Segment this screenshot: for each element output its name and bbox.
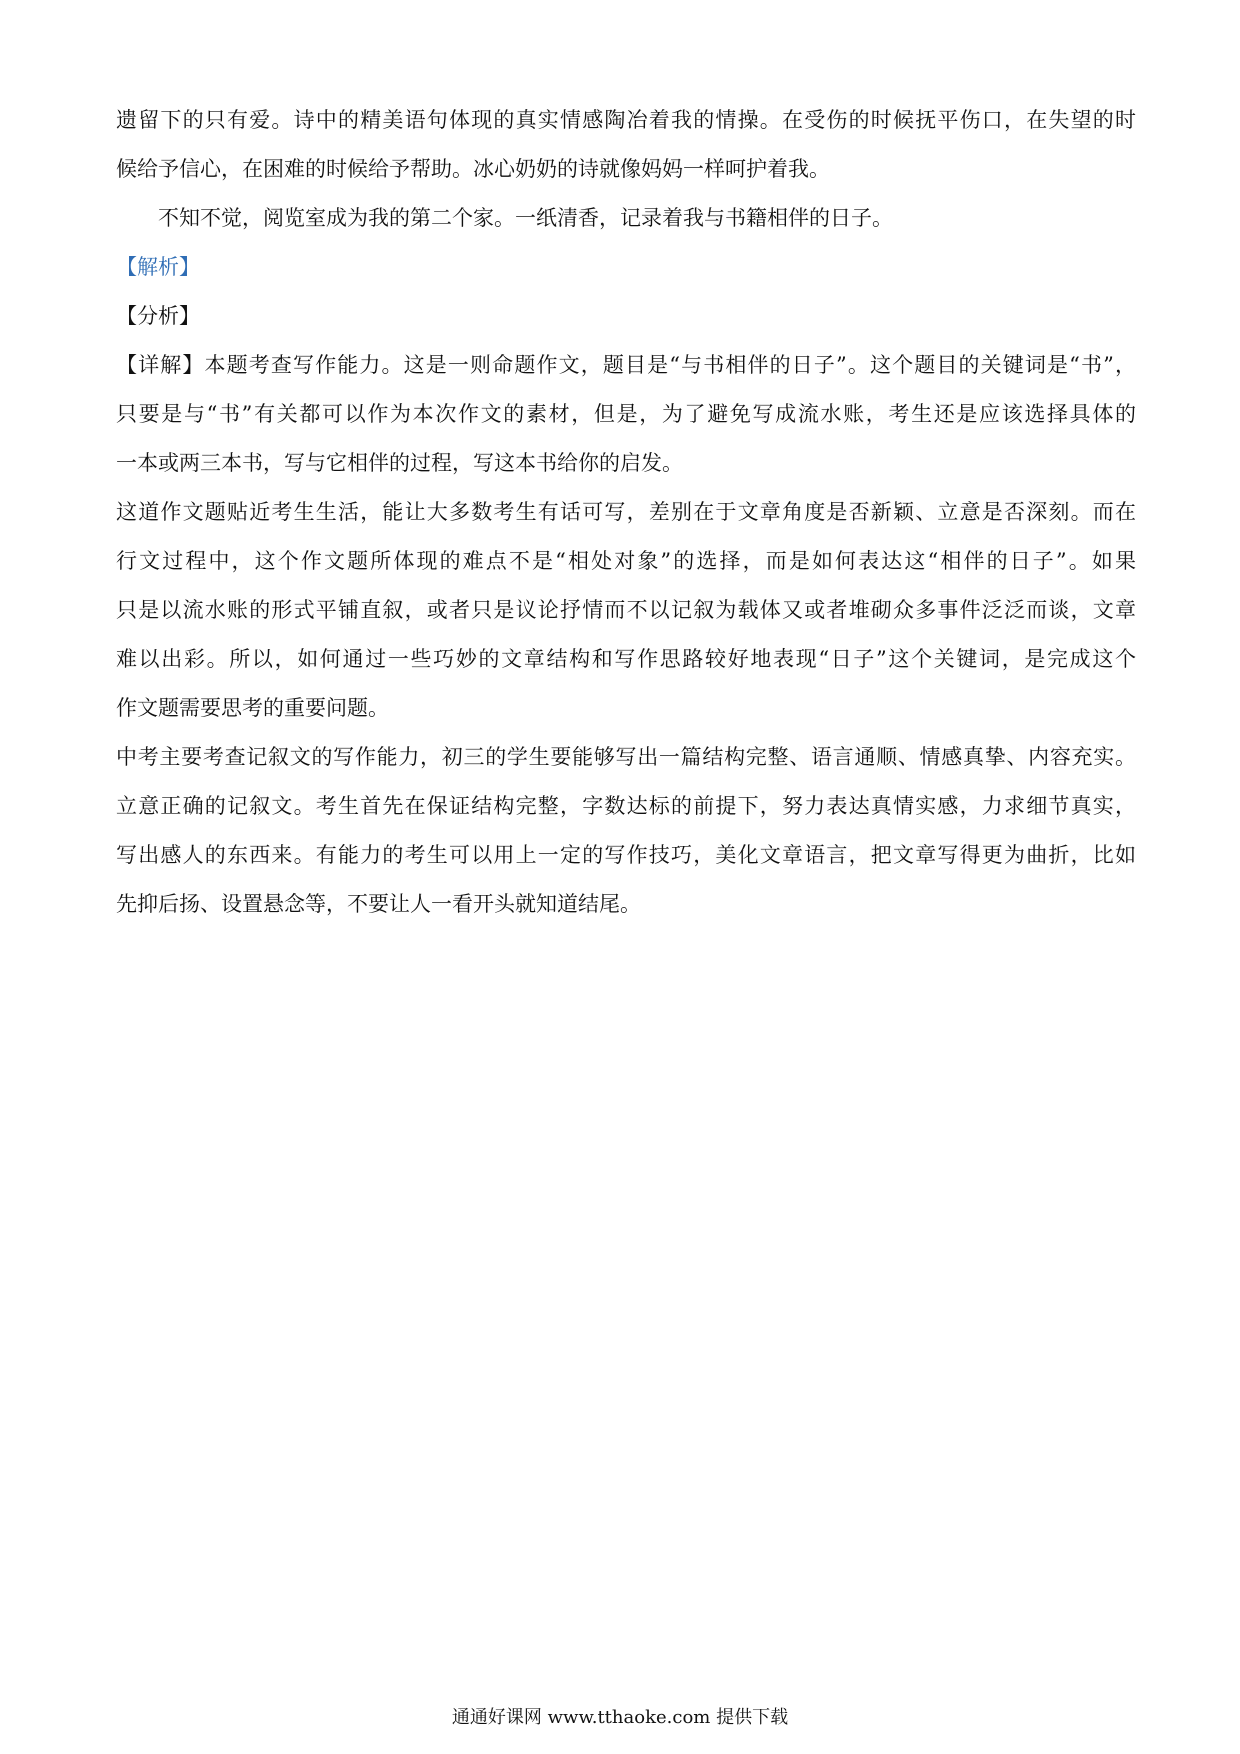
text-line: 行文过程中，这个作文题所体现的难点不是“相处对象”的选择，而是如何表达这“相伴的日子”。如果 bbox=[116, 549, 1136, 573]
fenxi-heading: 【分析】 bbox=[116, 304, 200, 328]
text-line: 先抑后扬、设置悬念等，不要让人一看开头就知道结尾。 bbox=[116, 892, 641, 916]
text-line: 难以出彩。所以，如何通过一些巧妙的文章结构和写作思路较好地表现“日子”这个关键词，是完成这个 bbox=[116, 647, 1136, 671]
requirements-paragraph bbox=[116, 733, 1136, 929]
closing-paragraph: 不知不觉，阅览室成为我的第二个家。一纸清香，记录着我与书籍相伴的日子。 bbox=[158, 206, 893, 230]
text-line: 中考主要考查记叙文的写作能力，初三的学生要能够写出一篇结构完整、语言通顺、情感真挚、内容充实。 bbox=[116, 745, 1136, 769]
text-line: 一本或两三本书，写与它相伴的过程，写这本书给你的启发。 bbox=[116, 451, 683, 475]
text-line: 只要是与“书”有关都可以作为本次作文的素材，但是，为了避免写成流水账，考生还是应该选择具体的 bbox=[116, 402, 1136, 426]
text-line: 【详解】本题考查写作能力。这是一则命题作文，题目是“与书相伴的日子”。这个题目的关键词是“书”， bbox=[116, 353, 1136, 377]
discussion-paragraph bbox=[116, 488, 1136, 733]
document-body bbox=[116, 96, 1136, 929]
detail-paragraph bbox=[116, 341, 1136, 488]
text-line: 只是以流水账的形式平铺直叙，或者只是议论抒情而不以记叙为载体又或者堆砌众多事件泛泛而谈，文章 bbox=[116, 598, 1136, 622]
text-line: 立意正确的记叙文。考生首先在保证结构完整，字数达标的前提下，努力表达真情实感，力求细节真实， bbox=[116, 794, 1136, 818]
text-line: 这道作文题贴近考生生活，能让大多数考生有话可写，差别在于文章角度是否新颖、立意是否深刻。而在 bbox=[116, 500, 1136, 524]
page-footer: 通通好课网 www.tthaoke.com 提供下载 bbox=[451, 1707, 789, 1728]
text-line: 写出感人的东西来。有能力的考生可以用上一定的写作技巧，美化文章语言，把文章写得更为曲折，比如 bbox=[116, 843, 1136, 867]
text-line: 遗留下的只有爱。诗中的精美语句体现的真实情感陶冶着我的情操。在受伤的时候抚平伤口，在失望的时 bbox=[116, 108, 1136, 132]
text-line: 作文题需要思考的重要问题。 bbox=[116, 696, 389, 720]
intro-paragraph bbox=[116, 96, 1136, 194]
analysis-heading: 【解析】 bbox=[116, 255, 200, 279]
text-line: 候给予信心，在困难的时候给予帮助。冰心奶奶的诗就像妈妈一样呵护着我。 bbox=[116, 157, 830, 181]
